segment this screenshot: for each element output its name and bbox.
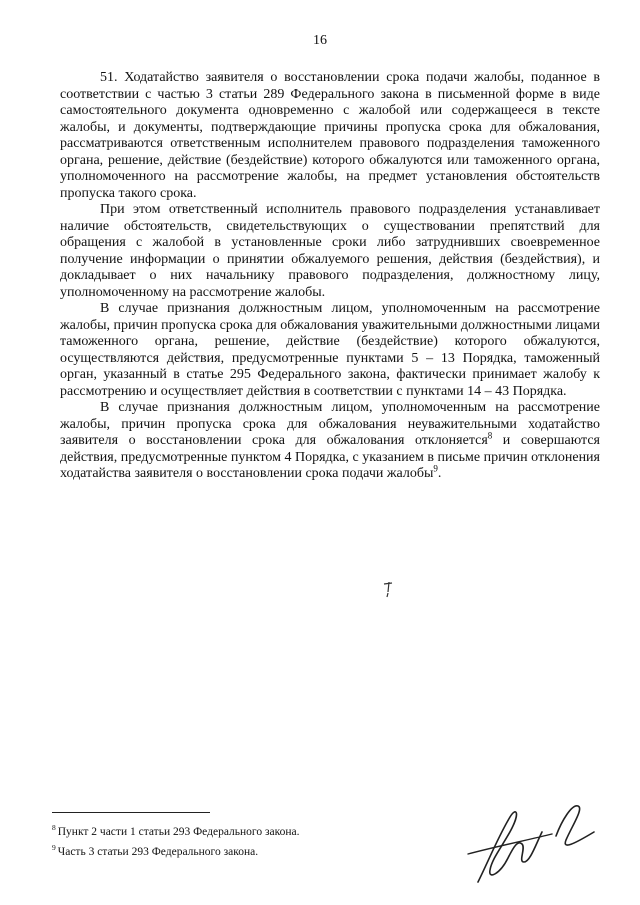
paragraph-invalid-reasons-end: . xyxy=(437,466,442,481)
footnote-ref-8: 8 xyxy=(487,430,493,441)
paragraph-51: 51. Ходатайство заявителя о восстановлении срока подачи жалобы, поданное в соответствии с частью 3 статьи 289 Федерального закона в письменной форме в виде самостоятельного документа одновременно с жалобой или содержащееся в тексте жалобы, и документы, подтверждающие причины пропуска срока для обжалования, рассматриваются ответственным исполнителем правового подразделения таможенного органа, решение, действие (бездействие) которого обжалуются или таможенного органа, уполномоченного на рассмотрение жалобы, на предмет установления обстоятельств пропуска такого срока. xyxy=(60,70,600,201)
stray-pen-mark xyxy=(382,580,398,600)
handwritten-signature xyxy=(448,792,608,892)
footnote-9 xyxy=(52,840,382,860)
paragraph-invalid-reasons xyxy=(60,400,600,483)
page-number: 16 xyxy=(313,33,327,48)
paragraph-valid-reasons: В случае признания должностным лицом, уполномоченным на рассмотрение жалобы, причин пропуска срока для обжалования уважительными должностными лицами таможенного органа, решение, действие (бездействие) которого обжалуются, осуществляются действия, предусмотренные пунктами 5 – 13 Порядка, таможенный орган, указанный в статье 295 Федерального закона, фактически принимает жалобу к рассмотрению и осуществляет действия в соответствии с пунктами 14 – 43 Порядка. xyxy=(60,301,600,399)
body-text xyxy=(60,70,600,483)
footnote-mark: 8 xyxy=(52,823,56,832)
footnotes xyxy=(52,820,382,860)
footnote-8 xyxy=(52,820,382,840)
paragraph-invalid-reasons-text-2: и совершаются действия, предусмотренные пунктом 4 Порядка, с указанием в письме причин отклонения ходатайства заявителя о восстановлении срока подачи жалобы xyxy=(60,433,600,481)
footnote-mark: 9 xyxy=(52,842,56,852)
paragraph-invalid-reasons-text-1: В случае признания должностным лицом, уполномоченным на рассмотрение жалобы, причин пропуска срока для обжалования неуважительными ходатайство заявителя о восстановлении срока для обжалования отклоняется xyxy=(60,400,600,448)
footnote-text: Часть 3 статьи 293 Федерального закона. xyxy=(57,845,259,858)
footnote-ref-9: 9 xyxy=(433,463,438,474)
footnote-text: Пункт 2 части 1 статьи 293 Федерального закона. xyxy=(57,825,300,838)
footnote-separator xyxy=(52,812,210,813)
paragraph-responsible-executor: При этом ответственный исполнитель правового подразделения устанавливает наличие обстоятельств, свидетельствующих о существовании препятствий для обращения с жалобой в установленные сроки либо затруднивших своевременное получение информации о принятии обжалуемого решения, действия (бездействия), и докладывает о них начальнику правового подразделения, должностному лицу, уполномоченному на рассмотрение жалобы. xyxy=(60,202,600,300)
